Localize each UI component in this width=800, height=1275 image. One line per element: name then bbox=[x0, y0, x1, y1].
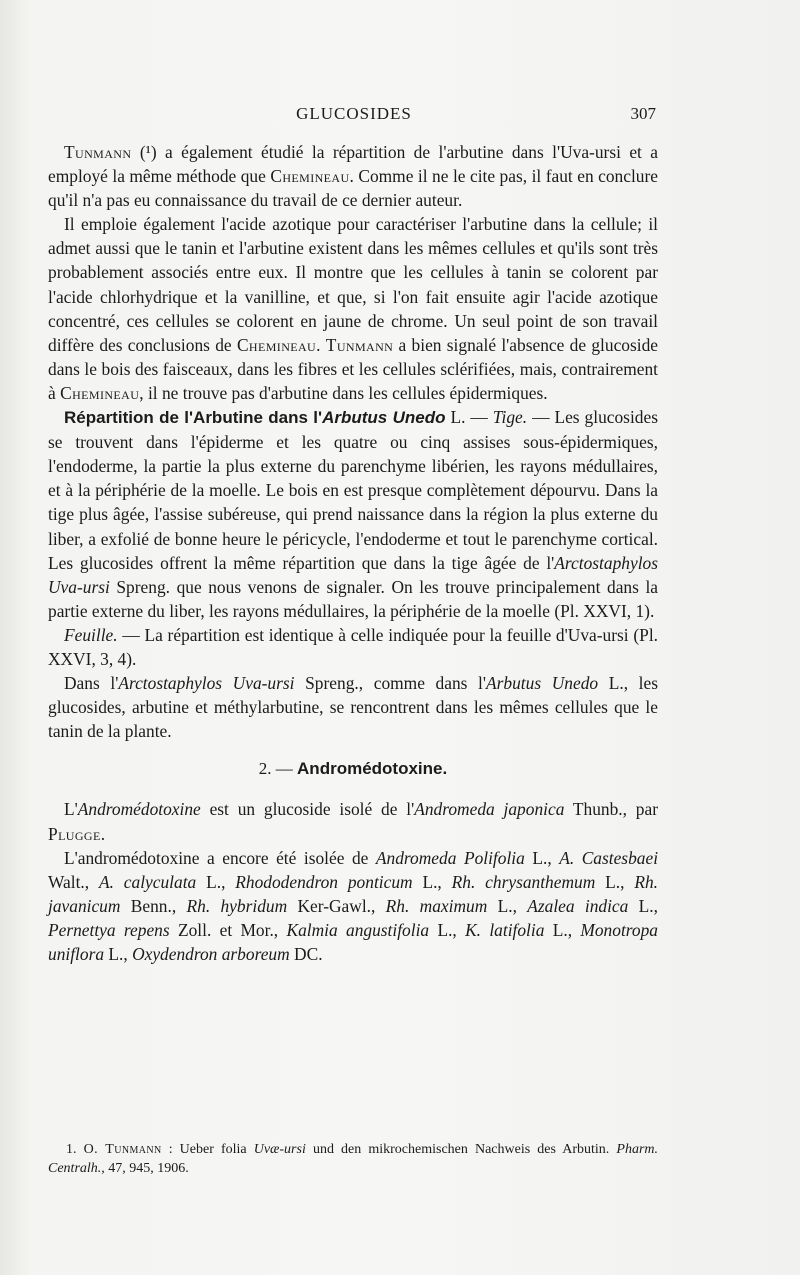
author-name: Chemineau bbox=[60, 382, 140, 403]
subheading-tige: Tige. bbox=[492, 407, 528, 428]
species-name: Rh. maximum bbox=[385, 895, 488, 916]
text-run: Spreng. que nous venons de signaler. On les trouve principalement dans la partie externe du liber, les rayons médullaires, la périphérie de la moelle (Pl. XXVI, 1). bbox=[48, 576, 658, 621]
text-run: L., bbox=[524, 847, 560, 868]
text-run: DC. bbox=[289, 944, 323, 964]
text-run: L., bbox=[429, 919, 466, 940]
author-name: Chemineau bbox=[236, 334, 317, 355]
text-run: : Ueber folia bbox=[161, 1142, 254, 1157]
species-name: Rhododendron ponticum bbox=[235, 871, 413, 892]
author-name: O. Tunmann bbox=[83, 1142, 162, 1157]
text-run: L., bbox=[196, 871, 236, 892]
page-number: 307 bbox=[630, 104, 656, 123]
section-heading-text: Répartition de l'Arbutine dans l' bbox=[64, 408, 323, 428]
section-2-heading bbox=[48, 757, 658, 781]
footnote-ref: (¹) bbox=[139, 142, 157, 162]
paragraph-6 bbox=[48, 797, 658, 845]
footnote bbox=[48, 1140, 658, 1178]
text-run: Ker-Gawl., bbox=[287, 895, 386, 916]
section-title: Andromédotoxine. bbox=[297, 759, 448, 779]
species-name: A. calyculata bbox=[98, 871, 197, 892]
text-run: L., bbox=[544, 919, 581, 940]
paragraph-7 bbox=[48, 846, 658, 966]
section-heading bbox=[64, 408, 445, 427]
subheading-feuille: Feuille. bbox=[64, 624, 118, 645]
species-name: Arbutus Unedo bbox=[322, 408, 446, 428]
author-name: Plugge bbox=[48, 823, 101, 844]
species-name: Pernettya repens bbox=[48, 919, 170, 940]
text-run: L., bbox=[412, 871, 452, 892]
paragraph-5 bbox=[48, 671, 658, 743]
body-text bbox=[48, 140, 658, 966]
title-italic: Uvæ-ursi bbox=[253, 1142, 306, 1157]
paragraph-3 bbox=[48, 405, 658, 623]
paragraph-4 bbox=[48, 623, 658, 671]
text-run: — bbox=[271, 759, 298, 779]
species-name: Monotropa uniflora bbox=[48, 919, 658, 964]
author-name: Tunmann bbox=[64, 142, 132, 162]
compound-name: Andromédotoxine bbox=[77, 799, 201, 820]
text-run: Zoll. et Mor., bbox=[169, 919, 287, 940]
running-title: GLUCOSIDES bbox=[296, 104, 412, 123]
text-run: — bbox=[465, 407, 493, 428]
species-name: Arbutus Unedo bbox=[486, 673, 599, 694]
text-run: Walt., bbox=[48, 871, 99, 892]
text-run: Dans l' bbox=[64, 673, 119, 694]
text-run: L'andromédotoxine a encore été isolée de bbox=[64, 847, 376, 868]
text-run: L., les glucosides, arbutine et méthylarbutine, se rencontrent dans les mêmes cellules que le tanin de la plante. bbox=[48, 673, 658, 742]
species-name: Rh. chrysanthemum bbox=[451, 871, 596, 892]
text-run: L., bbox=[104, 944, 133, 964]
author-name: Tunmann bbox=[325, 334, 394, 355]
species-name: Rh. hybridum bbox=[186, 895, 288, 916]
text-run: Spreng., comme dans l' bbox=[294, 673, 487, 694]
text-run: . Comme il ne le cite pas, il faut en conclure qu'il n'a pas eu connaissance du travail de ce dernier auteur. bbox=[48, 166, 658, 211]
text-run: a bien signalé l'absence de glucoside dans le bois des faisceaux, dans les fibres et les cellules sclérifiées, mais, contrairement à bbox=[48, 334, 659, 403]
paragraph-1 bbox=[48, 140, 658, 212]
species-name: Arctostaphylos Uva-ursi bbox=[48, 552, 658, 597]
species-name: Oxydendron arboreum bbox=[132, 944, 290, 964]
text-run: , 47, 945, 1906. bbox=[101, 1161, 189, 1176]
text-run: , il ne trouve pas d'arbutine dans les cellules épidermiques. bbox=[139, 382, 548, 403]
text-run: . bbox=[316, 334, 326, 355]
text-run: Il emploie également l'acide azotique pour caractériser l'arbutine dans la cellule; il admet aussi que le tanin et l'arbutine existent dans les mêmes cellules et qu'ils sont très probablement associés entre eux. Il montre que les cellules à tanin se colorent par l'acide chlorhydrique et la vanilline, et que, si l'on fait ensuite agir l'acide azotique concentré, ces cellules se colorent en jaune de chrome. Un seul point de son travail diffère des conclusions de bbox=[48, 214, 658, 355]
species-name: Kalmia angustifolia bbox=[286, 919, 430, 940]
text-run: a également étudié la répartition de l'arbutine dans l'Uva-ursi et a employé la même méthode que bbox=[48, 142, 658, 187]
text-run: L., bbox=[487, 895, 528, 916]
text-run: und den mikrochemischen Nachweis des Arbutin. bbox=[305, 1142, 617, 1157]
text-run: L. bbox=[445, 407, 466, 428]
species-name: Andromeda Polifolia bbox=[375, 847, 525, 868]
species-name: K. latifolia bbox=[465, 919, 545, 940]
species-name: A. Castesbaei bbox=[559, 847, 659, 868]
text-run: est un glucoside isolé de l' bbox=[200, 799, 415, 820]
species-name: Arctostaphylos Uva-ursi bbox=[118, 673, 295, 694]
text-run: Thunb., par bbox=[564, 799, 659, 820]
footnote-marker: 1. bbox=[66, 1142, 77, 1157]
text-run: Benn., bbox=[120, 895, 187, 916]
species-name: Andromeda japonica bbox=[414, 799, 565, 820]
species-name: Rh. javanicum bbox=[48, 871, 659, 916]
species-name: Azalea indica bbox=[527, 895, 629, 916]
text-run: L., bbox=[595, 871, 635, 892]
paragraph-2 bbox=[48, 212, 658, 405]
section-number: 2. bbox=[258, 759, 272, 779]
text-run: L' bbox=[64, 799, 78, 820]
text-run: — Les glucosides se trouvent dans l'épiderme et les quatre ou cinq assises sous-épidermiques, l'endoderme, la partie la plus externe du parenchyme libérien, les rayons médullaires, et à la périphérie de la moelle. Le bois en est presque complètement dépourvu. Dans la tige plus âgée, l'assise subéreuse, qui prend naissance dans la région la plus externe du liber, a exfolié de bonne heure le péricycle, l'endoderme et tout le parenchyme cortical. Les glucosides offrent la même répartition que dans la tige âgée de l' bbox=[48, 407, 658, 573]
text-run: . bbox=[100, 823, 106, 844]
text-run: — La répartition est identique à celle indiquée pour la feuille d'Uva-ursi (Pl. XXVI, 3, 4). bbox=[48, 624, 658, 669]
journal-name: Pharm. Centralh. bbox=[48, 1142, 659, 1176]
text-run: L., bbox=[628, 895, 658, 916]
author-name: Chemineau bbox=[270, 166, 350, 187]
